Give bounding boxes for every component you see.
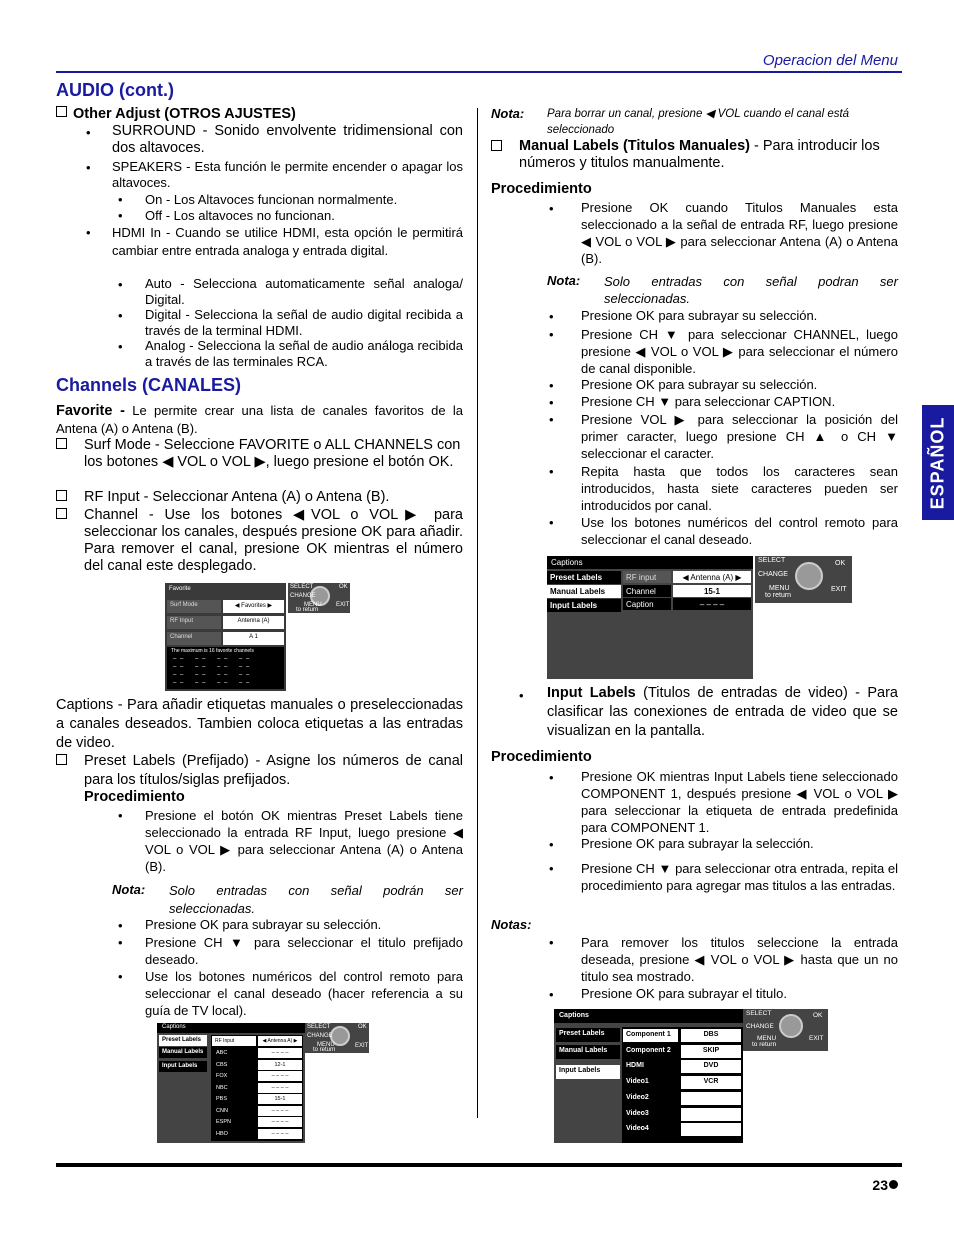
ctrl-exit: EXIT	[336, 602, 350, 608]
ctrl-change: CHANGE	[290, 593, 316, 599]
input-screen-title: Captions	[554, 1009, 743, 1023]
ctrl-menu: MENU	[769, 585, 790, 592]
preset-menu-preset: Preset Labels	[159, 1035, 207, 1046]
preset-labels-screenshot	[157, 1023, 305, 1143]
ctrl-menu: MENU	[304, 602, 322, 608]
notas-step-2: Presione OK para subrayar el titulo.	[581, 986, 787, 1001]
ctrl-exit: EXIT	[355, 1043, 369, 1049]
ctrl-ok: OK	[358, 1024, 367, 1030]
preset-rf-value: ◀ Antenna A) ▶	[258, 1036, 302, 1046]
preset-row-value: – – – –	[258, 1106, 302, 1116]
manual-menu-manual: Manual Labels	[547, 585, 621, 598]
preset-step-1: Presione el botón OK mientras Preset Labels tiene seleccionado la entrada RF Input, luego presione ◀ VOL o VOL ▶ para seleccionar Antena (A) o Antena (B).	[145, 808, 463, 874]
fav-channel-value: A 1	[223, 632, 284, 645]
preset-row-label: CBS	[213, 1060, 255, 1070]
channel-text: Channel - Use los botones ◀VOL o VOL▶ para seleccionar los canales, después presione OK para añadir. Para remover el canal, presione OK mientras el número del canal este desplegado.	[84, 507, 463, 574]
captions-paragraph: Captions - Para añadir etiquetas manuales o preseleccionadas a canales deseados. Tambien coloca etiquetas a las entradas de video.	[56, 697, 463, 751]
manual-channel-label: Channel	[623, 585, 671, 597]
favorite-menu-screenshot	[165, 583, 286, 691]
ctrl-ok: OK	[813, 1012, 823, 1019]
manual-menu-input: Input Labels	[547, 599, 621, 612]
input-menu-preset: Preset Labels	[556, 1028, 620, 1042]
nota-left-label: Nota:	[112, 882, 146, 897]
input-step-1: Presione OK mientras Input Labels tiene seleccionado COMPONENT 1, después presione ◀ VOL o VOL ▶ para seleccionar la etiqueta de entrada predefinida para COMPONENT 1.	[581, 769, 898, 835]
other-adjust-label: Other Adjust (OTROS AJUSTES)	[73, 106, 296, 122]
preset-menu-input: Input Labels	[159, 1061, 207, 1072]
ctrl-ok: OK	[835, 560, 846, 567]
preset-step-2: Presione OK para subrayar su selección.	[145, 917, 382, 932]
manual-rf-label: RF input	[623, 571, 671, 583]
procedimiento-right-1: Procedimiento	[491, 181, 592, 197]
ctrl-select: SELECT	[758, 557, 786, 564]
ctrl-change: CHANGE	[746, 1023, 774, 1030]
preset-row-label: HBO	[213, 1129, 255, 1139]
manual-step-7: Repita hasta que todos los caracteres sean introducidos, hasta siete caracteres pueden ser introducidos por canal.	[581, 464, 898, 513]
favorite-note: The maximum is 16 favorite channels	[171, 648, 254, 654]
input-row-value	[681, 1092, 741, 1105]
favorite-screen-title: Favorite	[169, 586, 191, 592]
ctrl-select: SELECT	[307, 1024, 331, 1030]
preset-row-value: 15-1	[258, 1094, 302, 1104]
preset-step-3: Presione CH ▼ para seleccionar el titulo prefijado deseado.	[145, 935, 463, 967]
preset-row-value: – – – –	[258, 1083, 302, 1093]
input-row-value: SKIP	[681, 1045, 741, 1058]
hdmi-in-text: HDMI In - Cuando se utilice HDMI, esta opción le permitirá cambiar entre entrada analoga y entrada digital.	[112, 225, 463, 258]
side-tab-label: ESPAÑOL	[927, 416, 948, 509]
ctrl-exit: EXIT	[831, 586, 847, 593]
input-row-label: Video3	[623, 1108, 678, 1121]
preset-row-value: – – – –	[258, 1071, 302, 1081]
manual-labels-screenshot	[547, 556, 753, 679]
input-row-value	[681, 1123, 741, 1136]
ctrl-change: CHANGE	[758, 571, 788, 578]
favorite-list-area: The maximum is 16 favorite channels – – – – – – – – – – – – – – – – – – – – – – – – – – – – – – – –	[167, 647, 284, 689]
manual-step-3: Presione CH ▼ para seleccionar CHANNEL, luego presione ◀ VOL o VOL ▶ para seleccionar el número de canal disponible.	[581, 327, 898, 376]
fav-surf-value: ◀ Favorites ▶	[223, 600, 284, 613]
preset-menu-manual: Manual Labels	[159, 1047, 207, 1058]
preset-row-label: CNN	[213, 1106, 255, 1116]
manual-step-4: Presione OK para subrayar su selección.	[581, 377, 818, 392]
preset-row-label: NBC	[213, 1083, 255, 1093]
surround-text: SURROUND - Sonido envolvente tridimensional con dos altavoces.	[112, 123, 463, 156]
manual-step-5: Presione CH ▼ para seleccionar CAPTION.	[581, 394, 836, 409]
favorite-label: Favorite -	[56, 403, 125, 419]
header-rule	[56, 71, 902, 73]
preset-row-value: – – – –	[258, 1117, 302, 1127]
preset-remote-controls	[305, 1023, 369, 1053]
manual-channel-value: 15-1	[673, 585, 751, 597]
ctrl-change: CHANGE	[307, 1033, 333, 1039]
ctrl-to-return: to return	[765, 592, 792, 599]
ctrl-to-return: to return	[296, 607, 319, 613]
nota-left-text: Solo entradas con señal podrán ser seleccionadas.	[169, 883, 463, 916]
input-row-label: Component 2	[623, 1045, 678, 1058]
manual-caption-value: – – – –	[673, 598, 751, 610]
favorite-paragraph	[56, 402, 463, 438]
rf-input-text: RF Input - Seleccionar Antena (A) o Antena (B).	[84, 489, 390, 505]
input-menu-manual: Manual Labels	[556, 1045, 620, 1059]
input-row-label: Video4	[623, 1123, 678, 1136]
page-number: 23	[872, 1177, 888, 1193]
input-menu-input: Input Labels	[556, 1065, 620, 1079]
input-row-label: Video2	[623, 1092, 678, 1105]
manual-labels-text: Manual Labels (Titulos Manuales) - Para introducir los números y titulos manualmente.	[519, 138, 880, 171]
fav-channel-label: Channel	[167, 632, 221, 645]
manual-step-6: Presione VOL ▶ para seleccionar la posición del primer caracter, luego presione CH ▲ o CH ▼ seleccionar el caracter.	[581, 412, 898, 461]
speakers-off-text: Off - Los altavoces no funcionan.	[145, 208, 335, 223]
procedimiento-right-2: Procedimiento	[491, 749, 592, 765]
input-row-value: VCR	[681, 1076, 741, 1089]
ctrl-select: SELECT	[746, 1010, 772, 1017]
manual-menu-preset: Preset Labels	[547, 571, 621, 584]
channels-section-title: Channels (CANALES)	[56, 375, 242, 395]
preset-labels-text: Preset Labels (Prefijado) - Asigne los números de canal para los títulos/siglas prefijados.	[84, 753, 463, 788]
page-bullet	[889, 1180, 898, 1189]
input-step-3: Presione CH ▼ para seleccionar otra entrada, repita el procedimiento para agregar mas titulos a las entradas.	[581, 861, 898, 893]
column-divider	[477, 108, 478, 1118]
manual-remote-controls	[755, 556, 852, 603]
nota-right-label: Nota:	[547, 273, 581, 288]
notas-label: Notas:	[491, 917, 532, 932]
preset-row-value: – – – –	[258, 1129, 302, 1139]
ctrl-ok: OK	[339, 584, 348, 590]
footer-rule	[56, 1163, 902, 1167]
fav-surf-label: Surf Mode	[167, 600, 221, 613]
hdmi-auto-text: Auto - Selecciona automaticamente señal analoga/ Digital.	[145, 276, 463, 307]
manual-screen-title: Captions	[547, 556, 753, 569]
preset-step-4: Use los botones numéricos del control remoto para seleccionar el canal deseado (hacer referencia a su guía de TV local).	[145, 969, 463, 1018]
input-row-value: DVD	[681, 1060, 741, 1073]
preset-rf-label: RF Input	[212, 1036, 256, 1046]
other-adjust-heading	[56, 106, 296, 123]
manual-step-2: Presione OK para subrayar su selección.	[581, 308, 818, 323]
ctrl-menu: MENU	[317, 1042, 335, 1048]
preset-row-label: PBS	[213, 1094, 255, 1104]
nota-top-text: Para borrar un canal, presione ◀ VOL cuando el canal está seleccionado	[547, 108, 850, 136]
surf-mode-text: Surf Mode - Seleccione FAVORITE o ALL CHANNELS con los botones ◀ VOL o VOL ▶, luego presione el botón OK.	[84, 437, 461, 470]
ctrl-exit: EXIT	[809, 1035, 824, 1042]
manual-caption-label: Caption	[623, 598, 671, 610]
ctrl-select: SELECT	[290, 584, 314, 590]
ctrl-to-return: to return	[313, 1047, 336, 1053]
fav-rf-value: Antenna (A)	[223, 616, 284, 629]
nota-top-label: Nota:	[491, 106, 525, 121]
input-row-label: Video1	[623, 1076, 678, 1089]
audio-section-title: AUDIO (cont.)	[56, 80, 174, 100]
input-row-label: Component 1	[623, 1029, 678, 1042]
input-labels-text: Input Labels (Titulos de entradas de video) - Para clasificar las conexiones de entrada de video que se visualizan en la pantalla.	[547, 685, 898, 739]
page-header-title: Operacion del Menu	[762, 52, 898, 69]
favorite-text: Le permite crear una lista de canales favoritos de la Antena (A) o Antena (B).	[56, 403, 463, 436]
input-step-2: Presione OK para subrayar la selección.	[581, 836, 814, 851]
manual-rf-value: ◀ Antenna (A) ▶	[673, 571, 751, 583]
hdmi-digital-text: Digital - Selecciona la señal de audio digital recibida a través de la terminal HDMI.	[145, 307, 463, 338]
input-remote-controls	[743, 1009, 828, 1051]
preset-row-label: ESPN	[213, 1117, 255, 1127]
nota-right-text: Solo entradas con señal podran ser seleccionadas.	[604, 274, 898, 306]
input-labels-screenshot	[554, 1009, 743, 1143]
preset-row-label: ABC	[213, 1048, 255, 1058]
preset-row-value: 12-1	[258, 1060, 302, 1070]
favorite-remote-controls	[288, 583, 350, 613]
input-row-label: HDMI	[623, 1060, 678, 1073]
preset-row-value: – – – –	[258, 1048, 302, 1058]
speakers-text: SPEAKERS - Esta función le permite encender o apagar los altavoces.	[112, 159, 463, 190]
notas-step-1: Para remover los titulos seleccione la entrada deseada, presione ◀ VOL o VOL ▶ hasta que un no titulo sea mostrado.	[581, 935, 898, 984]
ctrl-to-return: to return	[752, 1041, 777, 1048]
ctrl-menu: MENU	[757, 1035, 777, 1042]
preset-row-label: FOX	[213, 1071, 255, 1081]
input-row-value: DBS	[681, 1029, 741, 1042]
preset-screen-title: Captions	[157, 1023, 305, 1033]
hdmi-analog-text: Analog - Selecciona la señal de audio análoga recibida a través de las terminales RCA.	[145, 338, 463, 369]
procedimiento-left: Procedimiento	[84, 789, 185, 805]
input-row-value	[681, 1108, 741, 1121]
manual-step-1: Presione OK cuando Titulos Manuales esta seleccionado a la señal de entrada RF, luego presione ◀ VOL o VOL ▶ para seleccionar Antena (A) o Antena (B).	[581, 200, 898, 266]
language-side-tab	[922, 405, 954, 520]
fav-rf-label: RF Input	[167, 616, 221, 629]
speakers-on-text: On - Los Altavoces funcionan normalmente.	[145, 192, 398, 207]
manual-step-8: Use los botones numéricos del control remoto para seleccionar el canal deseado.	[581, 515, 898, 547]
